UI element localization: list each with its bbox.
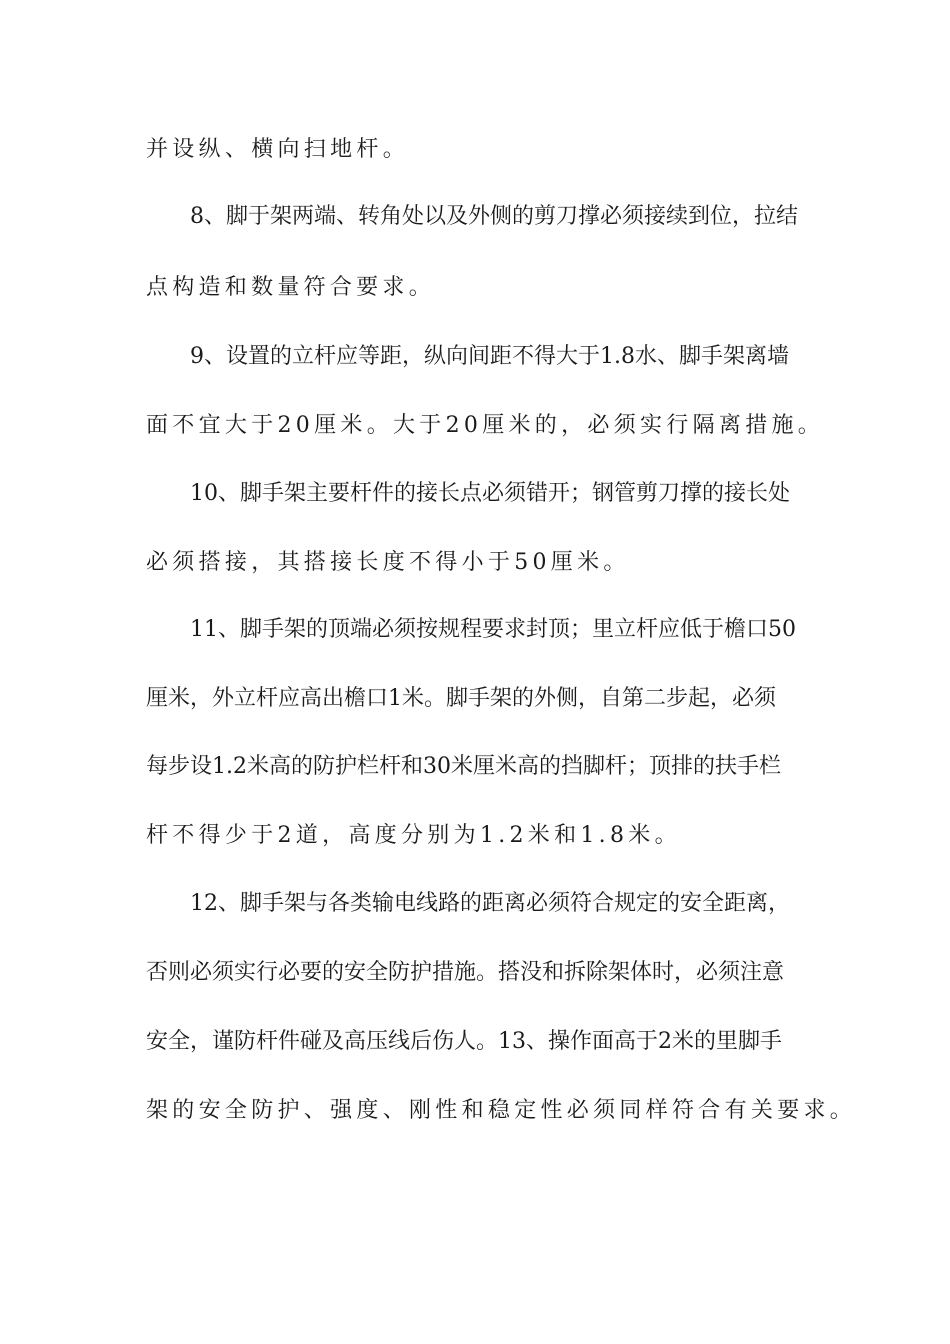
paragraph-line: 10、脚手架主要杆件的接长点必须错开；钢管剪刀撑的接长处 <box>190 481 790 506</box>
paragraph-line: 9、设置的立杆应等距，纵向间距不得大于1.8水、脚手架离墙 <box>190 344 789 369</box>
paragraph-line: 厘米，外立杆应高出檐口1米。脚手架的外侧，自第二步起，必须 <box>146 686 776 711</box>
paragraph-line: 杆不得少于2道，高度分别为1.2米和1.8米。 <box>146 823 681 848</box>
paragraph-line: 面不宜大于20厘米。大于20厘米的，必须实行隔离措施。 <box>146 413 825 438</box>
paragraph-line: 并设纵、横向扫地杆。 <box>146 137 410 162</box>
paragraph-line: 安全，谨防杆件碰及高压线后伤人。13、操作面高于2米的里脚手 <box>146 1029 782 1054</box>
paragraph-line: 点构造和数量符合要求。 <box>146 275 435 300</box>
paragraph-line: 架的安全防护、强度、刚性和稳定性必须同样符合有关要求。 <box>146 1098 857 1123</box>
paragraph-line: 8、脚于架两端、转角处以及外侧的剪刀撑必须接续到位，拉结 <box>190 204 798 229</box>
paragraph-line: 每步设1.2米高的防护栏杆和30米厘米高的挡脚杆；顶排的扶手栏 <box>146 754 781 779</box>
paragraph-line: 12、脚手架与各类输电线路的距离必须符合规定的安全距离， <box>190 891 790 916</box>
paragraph-line: 必须搭接，其搭接长度不得小于50厘米。 <box>146 550 630 575</box>
paragraph-line: 否则必须实行必要的安全防护措施。搭没和拆除架体时，必须注意 <box>146 960 785 985</box>
paragraph-line: 11、脚手架的顶端必须按规程要求封顶；里立杆应低于檐口50 <box>190 617 796 642</box>
